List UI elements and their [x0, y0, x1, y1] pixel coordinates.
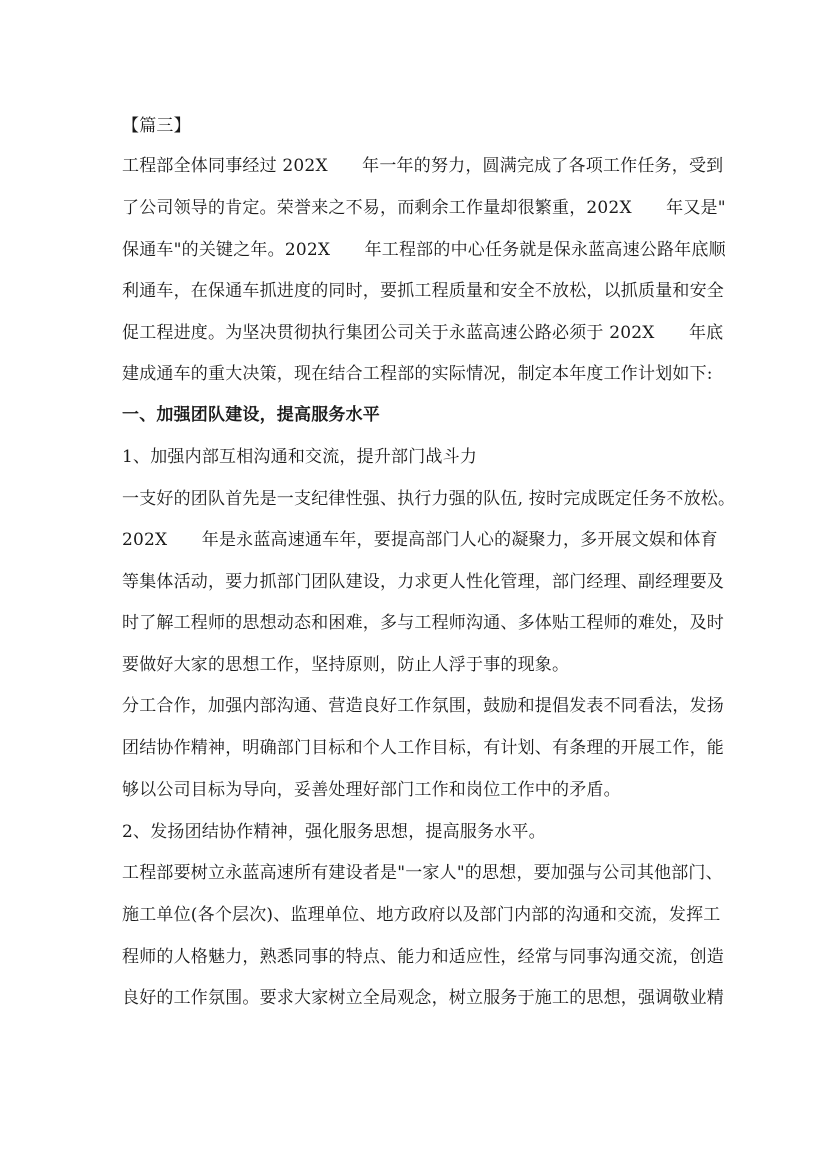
paragraph-line: 工程部要树立永蓝高速所有建设者是"一家人"的思想，要加强与公司其他部门、 — [122, 863, 723, 883]
paragraph-line: 团结协作精神，明确部门目标和个人工作目标，有计划、有条理的开展工作，能 — [122, 738, 724, 758]
paragraph-line: 了公司领导的肯定。荣誉来之不易，而剩余工作量却很繁重，202X 年又是" — [122, 198, 726, 218]
paragraph-line: 时了解工程师的思想动态和困难，多与工程师沟通、多体贴工程师的难处，及时 — [122, 613, 724, 633]
subsection-heading: 2、发扬团结协作精神，强化服务思想，提高服务水平。 — [122, 822, 546, 842]
paragraph-line: 良好的工作氛围。要求大家树立全局观念，树立服务于施工的思想，强调敬业精 — [122, 988, 724, 1008]
subsection-heading: 1、加强内部互相沟通和交流，提升部门战斗力 — [122, 447, 478, 467]
section-label: 【篇三】 — [122, 116, 191, 136]
paragraph-line: 促工程进度。为坚决贯彻执行集团公司关于永蓝高速公路必须于 202X 年底 — [122, 323, 724, 343]
paragraph-line: 分工合作，加强内部沟通、营造良好工作氛围，鼓励和提倡发表不同看法，发扬 — [122, 696, 724, 716]
paragraph-line: 工程部全体同事经过 202X 年一年的努力，圆满完成了各项工作任务，受到 — [122, 156, 724, 176]
paragraph-line: 一支好的团队首先是一支纪律性强、执行力强的队伍, 按时完成既定任务不放松。 — [122, 489, 736, 509]
paragraph-line: 202X 年是永蓝高速通车年，要提高部门人心的凝聚力，多开展文娱和体育 — [122, 530, 718, 550]
paragraph-line: 施工单位(各个层次)、监理单位、地方政府以及部门内部的沟通和交流，发挥工 — [122, 905, 721, 925]
paragraph-line: 够以公司目标为导向，妥善处理好部门工作和岗位工作中的矛盾。 — [122, 780, 621, 800]
paragraph-line: 等集体活动，要力抓部门团队建设，力求更人性化管理，部门经理、副经理要及 — [122, 572, 724, 592]
paragraph-line: 建成通车的重大决策，现在结合工程部的实际情况，制定本年度工作计划如下: — [122, 364, 713, 384]
paragraph-line: 保通车"的关键之年。202X 年工程部的中心任务就是保永蓝高速公路年底顺 — [122, 240, 726, 260]
section-heading: 一、加强团队建设，提高服务水平 — [122, 405, 380, 425]
paragraph-line: 程师的人格魅力，熟悉同事的特点、能力和适应性，经常与同事沟通交流，创造 — [122, 947, 724, 967]
paragraph-line: 要做好大家的思想工作，坚持原则，防止人浮于事的现象。 — [122, 655, 570, 675]
paragraph-line: 利通车，在保通车抓进度的同时，要抓工程质量和安全不放松，以抓质量和安全 — [122, 281, 724, 301]
